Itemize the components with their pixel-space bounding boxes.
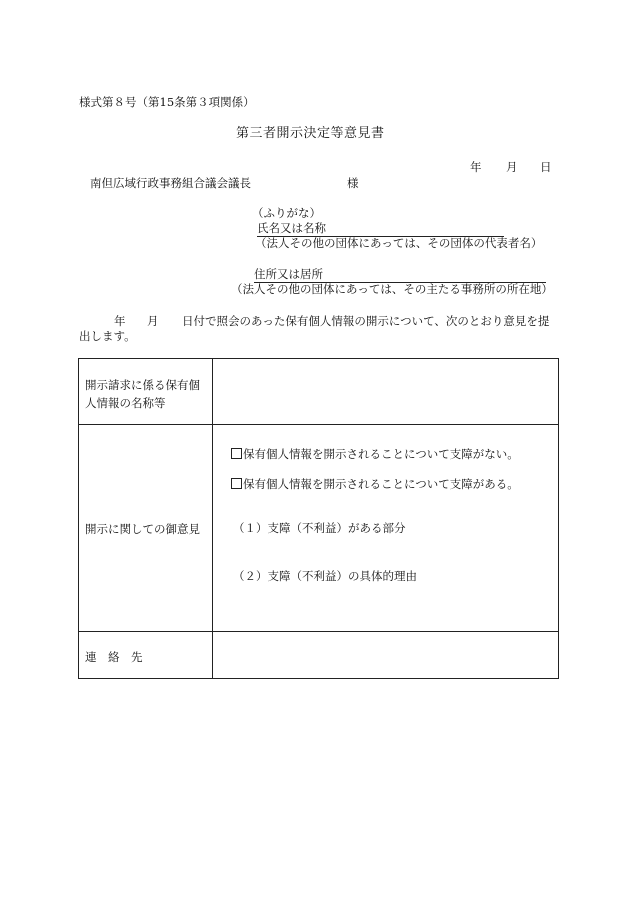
body-line1: 日付で照会のあった保有個人情報の開示について、次のとおり意見を提 — [182, 314, 550, 328]
option-issue[interactable] — [231, 476, 519, 492]
date-month: 月 — [506, 160, 518, 174]
address-note: （法人その他の団体にあっては、その主たる事務所の所在地） — [231, 282, 553, 296]
row1-label-line1: 開示請求に係る保有個 — [85, 378, 200, 392]
addressee-honorific: 様 — [347, 176, 359, 190]
furigana-label: （ふりがな） — [252, 206, 321, 220]
opinion-table — [78, 358, 559, 679]
row3-label: 連 絡 先 — [85, 650, 143, 664]
body-line2: 出します。 — [79, 329, 136, 343]
row2-label: 開示に関しての御意見 — [85, 522, 200, 536]
row1-label-line2: 人情報の名称等 — [85, 396, 166, 411]
body-month: 月 — [147, 314, 159, 328]
checkbox-icon[interactable] — [231, 478, 242, 489]
addressee-name: 南但広域行政事務組合議会議長 — [90, 176, 251, 190]
address-label: 住所又は居所 — [254, 267, 323, 281]
item1-text: （１）支障（不利益）がある部分 — [233, 521, 406, 535]
item2-text: （２）支障（不利益）の具体的理由 — [233, 569, 417, 583]
option-no-issue[interactable] — [231, 446, 519, 462]
checkbox-icon[interactable] — [231, 448, 242, 459]
option-issue-text: 保有個人情報を開示されることについて支障がある。 — [243, 477, 519, 491]
option-no-issue-text: 保有個人情報を開示されることについて支障がない。 — [243, 447, 519, 461]
body-year: 年 — [114, 314, 126, 328]
row1-label — [85, 376, 200, 413]
name-note: （法人その他の団体にあっては、その団体の代表者名） — [255, 236, 543, 250]
table-row-divider — [79, 424, 558, 425]
date-day: 日 — [540, 160, 552, 174]
date-year: 年 — [470, 160, 482, 174]
form-number: 様式第８号（第15条第３項関係） — [79, 95, 255, 109]
contact-value-cell[interactable] — [213, 632, 558, 678]
name-label: 氏名又は名称 — [257, 221, 326, 235]
row1-value-cell[interactable] — [213, 359, 558, 424]
document-title: 第三者開示決定等意見書 — [236, 126, 385, 141]
